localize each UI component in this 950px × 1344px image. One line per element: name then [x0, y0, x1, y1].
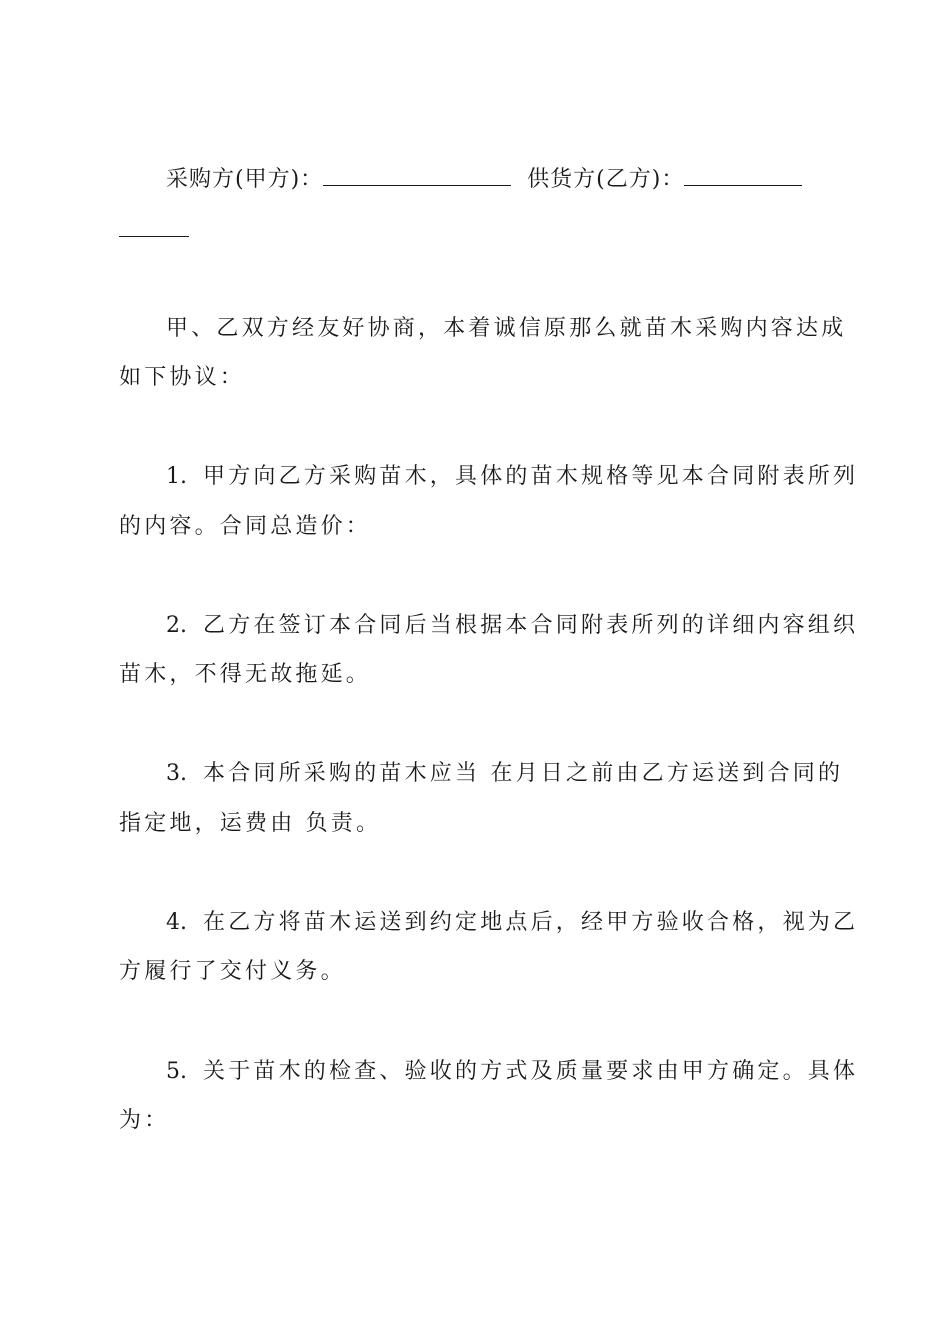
- clause-2-line-1: [166, 611, 881, 641]
- clause-number: 2.: [166, 613, 187, 638]
- parties-line: [166, 163, 881, 195]
- supplier-blank-wrap: [119, 214, 189, 237]
- clause-text: 乙方在签订本合同后当根据本合同附表所列的详细内容组织: [203, 613, 859, 638]
- clause-number: 3.: [166, 761, 187, 786]
- buyer-blank: [323, 163, 511, 186]
- intro-line-2: 如下协议：: [119, 365, 246, 390]
- clause-text: 关于苗木的检查、验收的方式及质量要求由甲方确定。具体: [203, 1059, 859, 1084]
- supplier-label: 供货方(乙方)：: [527, 167, 685, 192]
- clause-1-line-1: [166, 462, 881, 492]
- clause-1-line-2: 的内容。合同总造价：: [119, 514, 372, 539]
- clause-4-line-2: 方履行了交付义务。: [119, 959, 346, 984]
- clause-5-line-1: [166, 1057, 881, 1087]
- clause-number: 5.: [166, 1059, 187, 1084]
- supplier-blank: [684, 163, 802, 186]
- clause-5-line-2: 为：: [119, 1108, 170, 1133]
- supplier-blank-continued: [119, 214, 834, 246]
- clause-3-line-1: [166, 759, 881, 789]
- clause-4-line-1: [166, 908, 881, 938]
- clause-number: 1.: [166, 464, 187, 489]
- clause-text: 在乙方将苗木运送到约定地点后，经甲方验收合格，视为乙: [203, 910, 859, 935]
- clause-2-line-2: 苗木，不得无故拖延。: [119, 662, 372, 687]
- intro-line-1: 甲、乙双方经友好协商，本着诚信原那么就苗木采购内容达成: [166, 316, 847, 341]
- clause-3-line-2: 指定地，运费由 负责。: [119, 811, 382, 836]
- clause-text: 本合同所采购的苗木应当 在月日之前由乙方运送到合同的: [203, 761, 844, 786]
- clause-text: 甲方向乙方采购苗木，具体的苗木规格等见本合同附表所列: [203, 464, 859, 489]
- clause-number: 4.: [166, 910, 187, 935]
- buyer-label: 采购方(甲方)：: [166, 167, 324, 192]
